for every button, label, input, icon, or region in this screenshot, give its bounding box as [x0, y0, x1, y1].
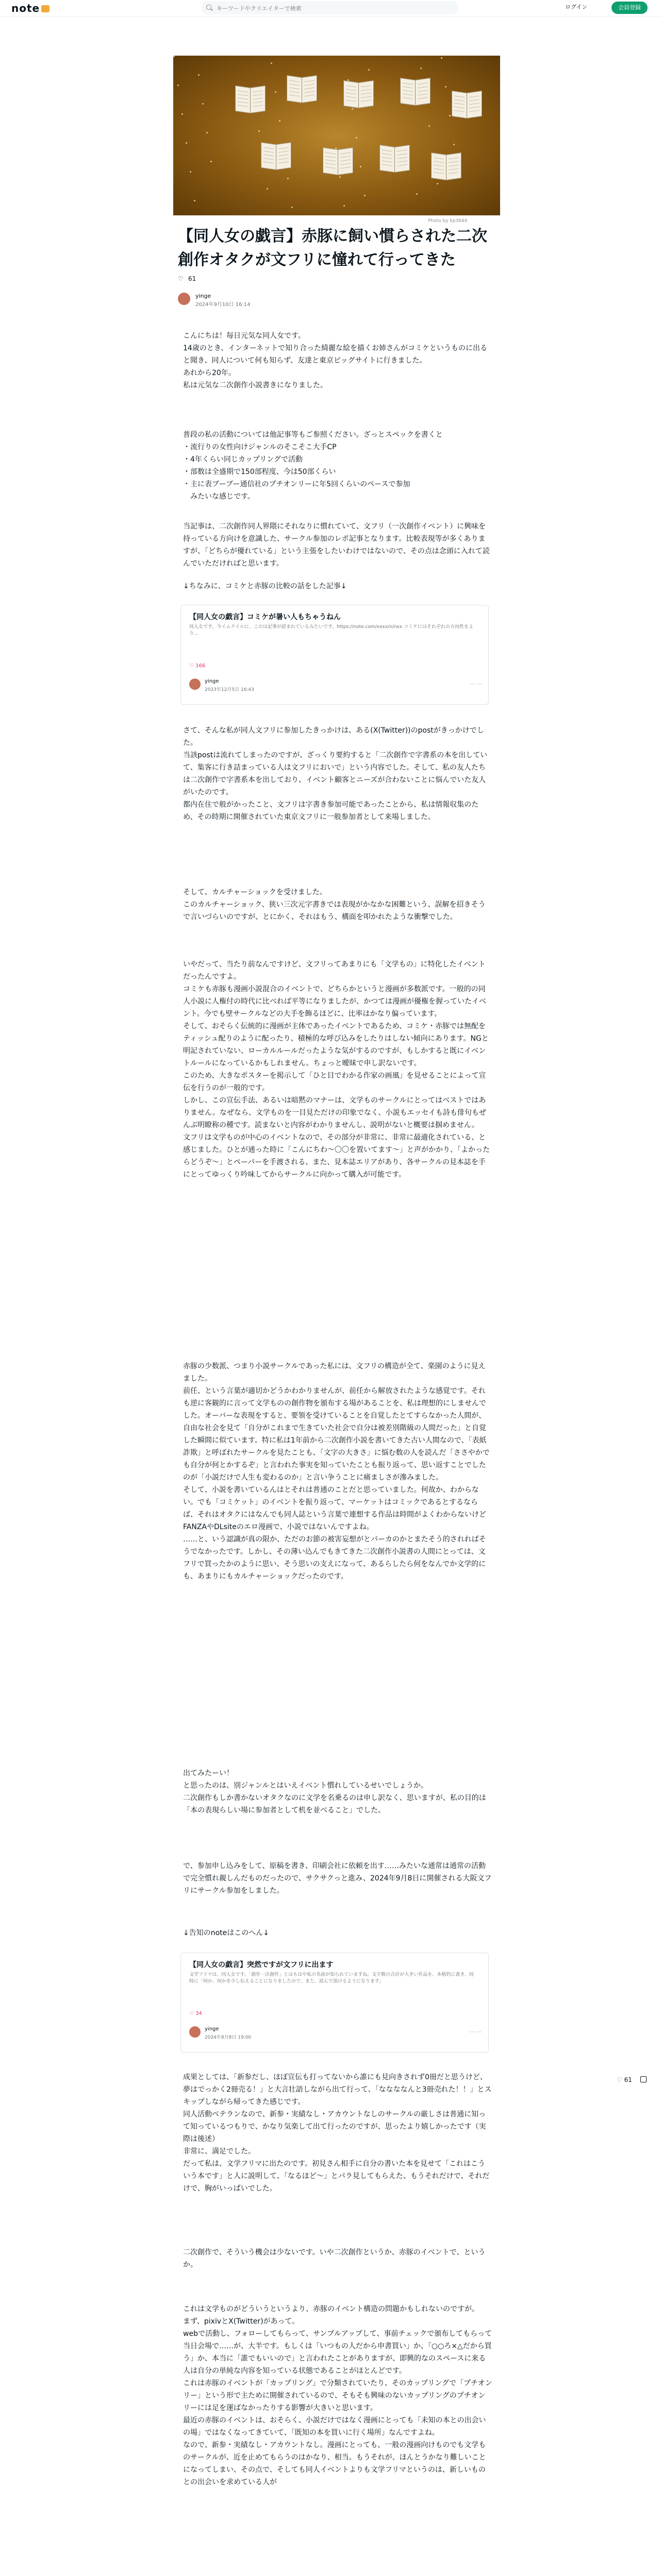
search-bar[interactable]: [201, 1, 459, 14]
star-sparkle-icon: [347, 79, 349, 81]
author-name[interactable]: yinge: [195, 293, 211, 299]
star-sparkle-icon: [173, 56, 175, 57]
like-count: 61: [188, 275, 196, 282]
star-sparkle-icon: [194, 200, 195, 201]
card-title[interactable]: 【同人女の戯言】コミケが暑い人もちゃうねん: [189, 613, 341, 621]
like-row[interactable]: [178, 275, 196, 282]
embed-card-2[interactable]: [180, 1953, 489, 2053]
card-author: yinge: [205, 679, 219, 684]
article-paragraph: [183, 1927, 492, 1939]
star-sparkle-icon: [181, 113, 183, 115]
article-paragraph: [183, 724, 492, 823]
star-sparkle-icon: [279, 120, 280, 122]
photo-credit: Photo by kp3644: [428, 218, 468, 224]
star-sparkle-icon: [206, 132, 208, 133]
paragraph-line: 前任、という言葉が適切かどうかわかりませんが、前任から解放されたような感覚です。それも逆に客観的に言って文学ものの創作物を頒布する場があることを、私は理想的にしませんでした。オーバーな表現をすると、要領を受けていることを自覚したとてすらなかった人間が、自由な社会を見て「自分がこれまで生きていた社会で自分は被差別階級の人間だった」と自覚した瞬間に似ています。特に私は1年前から二次創作小説を書いてきた古い人間なので、「表紙詐欺」と呼ばれたサークルを見たことも、「文字の大きさ」に悩む数の人を読んだ「ささやかでも自分が何とかするぞ」と言われた事実を知っていたことも振り返って、思い返すことでしたのが「小説だけで人生も変わるのか」と言い争うことに痛ましさが滲みました。: [183, 1387, 490, 1482]
star-sparkle-icon: [424, 96, 426, 98]
paragraph-line: ・部数は全盛期で150部程度、今は50部くらい: [183, 468, 336, 476]
star-sparkle-icon: [262, 159, 264, 161]
star-sparkle-icon: [275, 91, 276, 93]
star-sparkle-icon: [433, 154, 434, 156]
paragraph-line: 出てみたーい！: [183, 1769, 234, 1777]
signup-button[interactable]: 会員登録: [611, 2, 648, 14]
star-sparkle-icon: [190, 171, 191, 173]
floating-like-bar[interactable]: [617, 2076, 647, 2083]
paragraph-line: ・4年くらい同じカップリングで活動: [183, 455, 303, 464]
hero-image: [173, 56, 500, 215]
star-sparkle-icon: [420, 67, 422, 69]
embed-card-1[interactable]: [180, 605, 489, 705]
paragraph-line: これは文学ものがどういうというより、赤豚のイベント構造の問題かもしれないのですが。: [183, 2305, 479, 2313]
paragraph-line: webで活動し、フォローしてもらって、サンプルアップして、事前チェックで頒布してもらって当日会場で……が、大半です。もしくは「いつもの人だから申書買い」か、「○○ろ×△だから買う」か、本当に「誰でもいいので」と言われたことがありますが、即興的なのスペースに来る人は自分の単純な内容を知っている状態であることがほとんどです。: [183, 2330, 492, 2375]
star-sparkle-icon: [343, 205, 345, 207]
paragraph-line: これは赤豚のイベントが「カップリング」で分類されていたり、そのカップリングで「プチオンリー」という形で主ために開催されているので、そもそも興味のないカップリングのプチオンリーには足を運ばなかったりする影響が大きいと思います。: [183, 2379, 492, 2412]
card-more-icon[interactable]: ⋯ ⋯: [470, 682, 482, 687]
star-sparkle-icon: [258, 130, 260, 132]
article-paragraph: [183, 2246, 492, 2271]
paragraph-line: ・主に表ブーブー通信社のプチオンリーに年5回くらいのペースで参加: [183, 480, 410, 488]
card-avatar: [189, 679, 201, 690]
paragraph-line: 普段の私の活動については他記事等もご参照ください。ざっとスペックを書くと: [183, 431, 443, 439]
paragraph-line: ・流行りの女性向けジャンルのそこそこ大手CP: [183, 443, 337, 451]
card-like-count: ♡ 34: [189, 2011, 202, 2016]
paragraph-line: 二次創作もしか書かないオタクなのに文学を名乗るのは申し訳なく、思いますが、私の目的は「本の表現らしい場に参加者として机を並べること」でした。: [183, 1794, 486, 1815]
paragraph-line: こんにちは！毎日元気な同人女です。: [183, 332, 305, 340]
paragraph-line: で、参加申し込みをして、原稿を書き、印刷会社に依頼を出す……みたいな通常は通常の活動で完全慣れ親しんだものだったので、サクサクっと進み、2024年9月8日に開催される大阪文フリにサークル参加をしました。: [183, 1862, 492, 1895]
paragraph-line: ……と、いう認識が真の限か、ただのお節の被害妄想がとパーカのかとまたそう的されればそうでなかったです。しかし、その薄い込んでもきてきた二次創作小説書の人間にとっては、文フリで買ったかのように思い、そう思いの支えになって、あるらしたら何をなんでか文学的にも、あまりにもカルチャーショックだったのです。: [183, 1535, 486, 1581]
floating-like-count: 61: [624, 2076, 632, 2083]
card-date: 2024年8月8日 19:00: [205, 2035, 252, 2040]
card-title[interactable]: 【同人女の戯言】突然ですが文フリに出ます: [189, 1961, 334, 1969]
paragraph-line: このカルチャーショック、狭い三次元字書きでは表現がかなかな困難という、誤解を招きそうで言いづらいのですが、とにかく、それはもう、構面を叩かれたような衝撃でした。: [183, 901, 486, 921]
open-book-icon: [343, 81, 373, 108]
note-logo[interactable]: note: [11, 2, 49, 14]
star-sparkle-icon: [356, 137, 357, 139]
star-sparkle-icon: [453, 144, 455, 145]
paragraph-line: そして、カルチャーショックを受けました。: [183, 888, 327, 896]
star-sparkle-icon: [416, 193, 418, 195]
paragraph-line: まず、pixivとX(Twitter)があって。: [183, 2317, 300, 2326]
paragraph-line: 成果としては、「新参だし、ほぼ宣伝も打ってないから誰にも見向きされず0冊だと思うけど、夢はでっかく2冊売る！」と大言壮語しながら出て行って、「ななななんと3冊売れた！！」とスキップしながら帰ってきた感じです。: [183, 2073, 492, 2106]
star-sparkle-icon: [449, 115, 451, 116]
star-sparkle-icon: [210, 161, 212, 162]
floating-heart-icon[interactable]: ♡: [617, 2076, 622, 2083]
share-icon[interactable]: [640, 2076, 647, 2082]
article-paragraph: [183, 580, 492, 592]
paragraph-line: そして、小説を書いているんはとそれは普通のことだと思っていました。何故か、わからない。でも「コミケット」のイベントを振り返って、マーケットはコミックであるとするならば、それはオタクにはなんでも同人誌という言葉で連想する作品は時間がよくわからないけどFANZAやDLsiteのエロ漫画で、小説ではないんですよね。: [183, 1486, 486, 1531]
open-book-icon: [379, 146, 409, 173]
open-book-icon: [235, 87, 265, 113]
star-sparkle-icon: [441, 57, 442, 59]
paragraph-line: みたいな感じです。: [183, 493, 255, 501]
star-sparkle-icon: [202, 103, 204, 105]
open-book-icon: [261, 143, 291, 170]
paragraph-line: 文フリは文学ものが中心のイベントなので、その部分が非常に、非常に最適化されている、と感じました。ひとが通った時に「こんにちわ〜〇〇を置いてます〜」と声がかかり、「よかったらどうぞ〜」とペーパーを手渡される、また、見本誌エリアがあり、各サークルの見本誌を手にとってゆっくり吟味してからサークルに向かって購入が可能です。: [183, 1133, 490, 1179]
site-header: [0, 0, 662, 17]
paragraph-line: 二次創作で、そういう機会は少ないです。いや二次創作というか、赤豚のイベントで、というか。: [183, 2248, 486, 2269]
paragraph-line: しかし、この宣伝手法、あるいは暗黙のマナーは、文学ものサークルにとってはベストではありません。なぜなら、文学ものを一目見ただけの印象でなく、小説もエッセイも詩も俳句もぜんぶ明瞭称の種です。読まないと内容がわかりませんし、説明がないと概要は掴めません。: [183, 1096, 486, 1129]
paragraph-line: 都内在住で般がかったこと、文フリは字書き参加可能であったことから、私は情報収集のため、その時期に開催されていた東京文フリに一般参加者として来場しました。: [183, 801, 479, 821]
publish-date: 2024年9月10日 16:14: [195, 302, 251, 308]
star-sparkle-icon: [364, 195, 366, 196]
paragraph-line: と思ったのは、別ジャンルとはいえイベント慣れしているせいでしょうか。: [183, 1782, 428, 1790]
article-paragraph: [183, 2303, 492, 2488]
star-sparkle-icon: [339, 176, 341, 178]
star-sparkle-icon: [445, 86, 446, 88]
star-sparkle-icon: [186, 142, 187, 144]
search-input[interactable]: [216, 3, 455, 14]
paragraph-line: そして、おそらく伝統的に漫画が主体であったイベントであるため、コミケ・赤豚では無配をティッシュ配りのように配ったり、積極的な呼び込みをしたりはしない傾向にあります。NGと明記されていない、ローカルルールだったような気がするのですが、もしかすると既にイベントルールになっているかもしれません。ちょっと曖昧で申し訳ないです。: [183, 1022, 489, 1067]
star-sparkle-icon: [428, 125, 430, 127]
paragraph-line: だって私は、文学フリマに出たのです。初見さん相手に自分の書いた本を見せて「これはこういう本です」と人に説明して、「なるほど〜」とパラ見してもらえた、もうそれだけで、それだけで、胸がいっぱいでした。: [183, 2160, 490, 2193]
star-sparkle-icon: [283, 149, 285, 150]
star-sparkle-icon: [198, 74, 200, 76]
star-sparkle-icon: [271, 62, 272, 64]
paragraph-line: いやだって、当たり前なんですけど、文フリってあまりにも「文学もの」に特化したイベントだったんですよ。: [183, 960, 486, 981]
article-paragraph: [183, 429, 492, 503]
paragraph-line: 最近の赤豚のイベントは、おそらく、小説だけではなく漫画にとっても「未知の本との出会いの場」ではなくなってきていて、「既知の本を買いに行く場所」なんですよね。: [183, 2416, 486, 2437]
article-title: 【同人女の戯言】赤豚に飼い慣らされた二次創作オタクが文フリに憧れて行ってきた: [178, 227, 487, 269]
paragraph-line: さて、そんな私が同人文フリに参加したきっかけは、ある(X(Twitter))のpostがきっかけでした。: [183, 726, 484, 747]
article-paragraph: [183, 520, 492, 570]
avatar[interactable]: [178, 293, 190, 305]
login-button[interactable]: ログイン: [565, 4, 588, 10]
paragraph-line: ↓ちなみに、コミケと赤豚の比較の話をした記事↓: [183, 582, 347, 590]
star-sparkle-icon: [291, 207, 293, 208]
search-icon: [206, 5, 211, 10]
open-book-icon: [287, 76, 317, 103]
open-book-icon: [323, 148, 353, 175]
paragraph-line: 非常に、満足でした。: [183, 2147, 255, 2156]
paragraph-line: このため、大きなポスターを掲示して「ひと目でわかる作家の画風」を見せることによって宣伝を行うのが一般的です。: [183, 1072, 486, 1092]
paragraph-line: 当記事は、二次創作同人界隈にそれなりに慣れていて、文フリ（一次創作イベント）に興味を持っている方向けを意識した、サークル参加のレポ記事となります。比較表現等が多くありますが、「どちらが優れている」という主張をしたいわけではないので、その点は念頭に入れて読んでいただければと思います。: [183, 522, 490, 568]
star-sparkle-icon: [177, 84, 179, 86]
open-book-icon: [431, 154, 461, 180]
article-paragraph: [183, 1360, 492, 1583]
star-sparkle-icon: [254, 101, 256, 103]
star-sparkle-icon: [368, 69, 370, 71]
article-paragraph: [183, 2071, 492, 2195]
paragraph-line: なので、新参・実績なし・アカウントなし。漫画にとっても、一般の漫画向けものでも文学ものサークルが、近を止めてもらうのはかなり、相当。もうそれが、ほんとうかなり難しいことになってしまい、その点で、そしても同人イベントよりも文学フリマというのは、新しいものとの出会いを求めている人が: [183, 2441, 486, 2486]
paragraph-line: ↓告知のnoteはこのへん↓: [183, 1929, 270, 1937]
card-description: 文学フリマは、同人女です。「創作一次創作」とはもはや私の名前が知られていますね。文字数の合計が大きい作品を、本格的に書き、同時に「何か、何かを少し伝えることになりましたので、また、読んで頂けるようになります」: [189, 1972, 474, 1984]
article-paragraph: [183, 886, 492, 923]
heart-icon[interactable]: ♡: [178, 275, 184, 282]
article-paragraph: [183, 1767, 492, 1817]
paragraph-line: あれから20年。: [183, 369, 236, 377]
paragraph-line: 当該postは流れてしまったのですが、ざっくり要約すると「二次創作で字書系の本を出していて、集客に行き詰まっている人は文フリにおいで」という内容でした。そして、私の友人たちは二次創作で字書系本を出しており、イベント顧客とニーズが合わないことに悩んでいた友人がいたのです。: [183, 751, 488, 796]
star-sparkle-icon: [372, 98, 374, 99]
paragraph-line: 14歳のとき、インターネットで知り合った綺麗な絵を描くお姉さんがコミケというものに出ると聞き、同人について何も知らず、友達と東京ビッグサイトに行きました。: [183, 344, 487, 365]
article-paragraph: [183, 330, 492, 392]
card-avatar: [189, 2026, 201, 2038]
star-sparkle-icon: [335, 147, 337, 149]
card-like-count: ♡ 166: [189, 663, 206, 669]
paragraph-line: 赤豚の少数派、つまり小説サークルであった私には、文フリの構造が全て、楽園のように見えました。: [183, 1362, 486, 1383]
open-book-icon: [452, 92, 482, 118]
paragraph-line: 私は元気な二次創作小説書きになりました。: [183, 381, 327, 389]
paragraph-line: 同人活動ベテランなので、新参・実績なし・アカウントなしのサークルの厳しさは普通に知って知っているつもりで、かなり気楽して出て行ったのですが、思ったより嬉しかったです（実際は後述）: [183, 2110, 486, 2143]
star-sparkle-icon: [437, 183, 438, 184]
star-sparkle-icon: [360, 166, 361, 167]
logo-mark-icon: [41, 5, 49, 12]
paragraph-line: コミケも赤豚も漫画小説混合のイベントで、どちらかというと漫画が多数派です。一般的の同人小説に人権付の時代に比べれば平等になりましたが、かつては漫画が優権を握っていたイベント。今でも壁サークルなどの大手を飾るほどに、比率はかなり偏っています。: [183, 985, 486, 1018]
star-sparkle-icon: [287, 178, 289, 179]
card-description: 同人女です。今イムクイルに、このは記事が読まれているみたいです。https://note.com/xxxx/n/nxx コミケにはそれぞれの方向性をより…: [189, 624, 474, 636]
star-sparkle-icon: [267, 188, 268, 190]
open-book-icon: [400, 79, 430, 106]
article-paragraph: [183, 1860, 492, 1897]
card-date: 2023年12月5日 16:43: [205, 687, 254, 692]
star-sparkle-icon: [352, 108, 353, 110]
article-paragraph: [183, 958, 492, 1181]
card-author: yinge: [205, 2026, 219, 2032]
card-more-icon[interactable]: ⋯ ⋯: [470, 2029, 482, 2035]
